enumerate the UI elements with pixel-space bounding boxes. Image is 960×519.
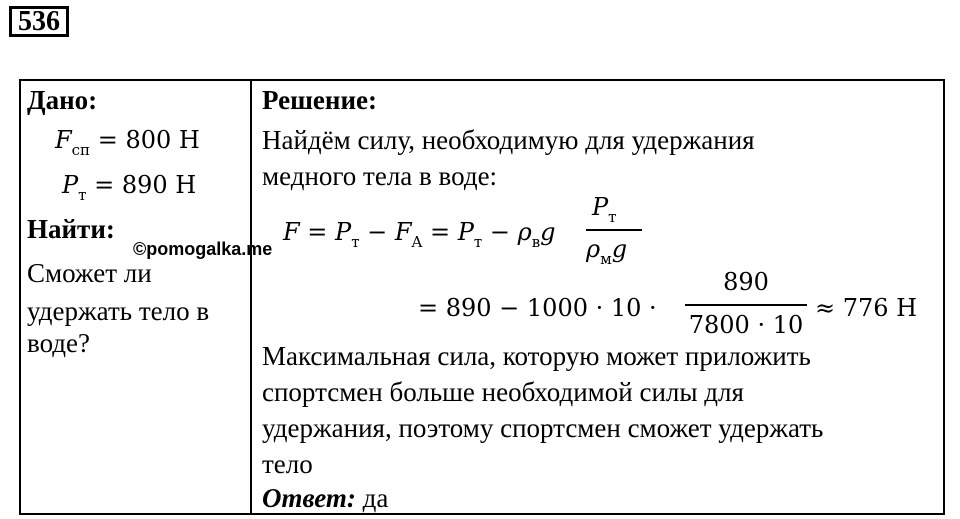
formula-g: g xyxy=(540,218,556,246)
den-rho: ρ xyxy=(586,235,601,263)
formula-fa: F xyxy=(394,218,412,246)
den-g: g xyxy=(611,235,628,263)
calc-result: ≈ 776 Н xyxy=(815,294,918,322)
formula-f: F xyxy=(283,218,300,246)
solution-heading: Решение: xyxy=(262,85,377,115)
given-force xyxy=(55,125,200,158)
formula-fa-sub: A xyxy=(411,233,423,251)
calc-fraction xyxy=(685,267,807,347)
conclusion-line-2: спортсмен больше необходимой силы для xyxy=(262,377,744,407)
force-symbol: F xyxy=(55,126,72,154)
fraction-denominator xyxy=(586,234,627,267)
calc-prefix: = 890 − 1000 · 10 · xyxy=(418,294,657,322)
given-weight xyxy=(62,170,196,203)
problem-number: 536 xyxy=(9,6,69,37)
weight-subscript: т xyxy=(78,186,87,204)
formula-rho-w: ρ xyxy=(517,218,532,246)
formula-main xyxy=(283,217,556,250)
formula-eq-2: = xyxy=(422,218,458,246)
den-rho-sub: м xyxy=(600,250,612,268)
find-line-2: удержать тело в xyxy=(27,296,210,326)
force-subscript: сп xyxy=(71,141,91,159)
calc-numerator: 890 xyxy=(723,268,769,296)
find-line-1: Сможет ли xyxy=(27,258,152,288)
formula-p-2: P xyxy=(457,218,474,246)
find-line-3: воде? xyxy=(27,328,90,358)
force-value: = 800 Н xyxy=(97,126,200,154)
calc-fraction-bar xyxy=(685,304,807,306)
column-divider xyxy=(250,79,252,515)
num-p-sub: т xyxy=(608,208,617,226)
formula-fraction xyxy=(586,192,642,272)
formula-p-2-sub: т xyxy=(473,233,483,251)
formula-p: P xyxy=(335,218,352,246)
watermark: ©pomogalka.me xyxy=(133,239,273,259)
fraction-numerator xyxy=(592,192,616,225)
find-heading: Найти: xyxy=(27,214,115,244)
fraction-bar xyxy=(586,229,642,231)
answer-value: да xyxy=(355,483,389,513)
conclusion-line-4: тело xyxy=(262,449,313,479)
answer xyxy=(262,482,388,514)
formula-rho-w-sub: в xyxy=(531,233,541,251)
formula-eq: = xyxy=(299,218,336,246)
conclusion-line-3: удержания, поэтому спортсмен сможет удержать xyxy=(262,413,824,443)
calc-denominator: 7800 · 10 xyxy=(688,311,804,339)
formula-minus-2: − xyxy=(482,218,518,246)
formula-p-sub: т xyxy=(351,233,360,251)
formula-minus: − xyxy=(359,218,395,246)
weight-value: = 890 Н xyxy=(94,171,197,199)
conclusion-line-1: Максимальная сила, которую может приложить xyxy=(262,341,811,371)
solution-intro-1: Найдём силу, необходимую для удержания xyxy=(262,125,755,155)
weight-symbol: P xyxy=(62,171,79,199)
num-p: P xyxy=(592,193,609,221)
solution-intro-2: медного тела в воде: xyxy=(262,161,498,191)
answer-label: Ответ: xyxy=(262,483,356,513)
given-heading: Дано: xyxy=(27,85,98,115)
